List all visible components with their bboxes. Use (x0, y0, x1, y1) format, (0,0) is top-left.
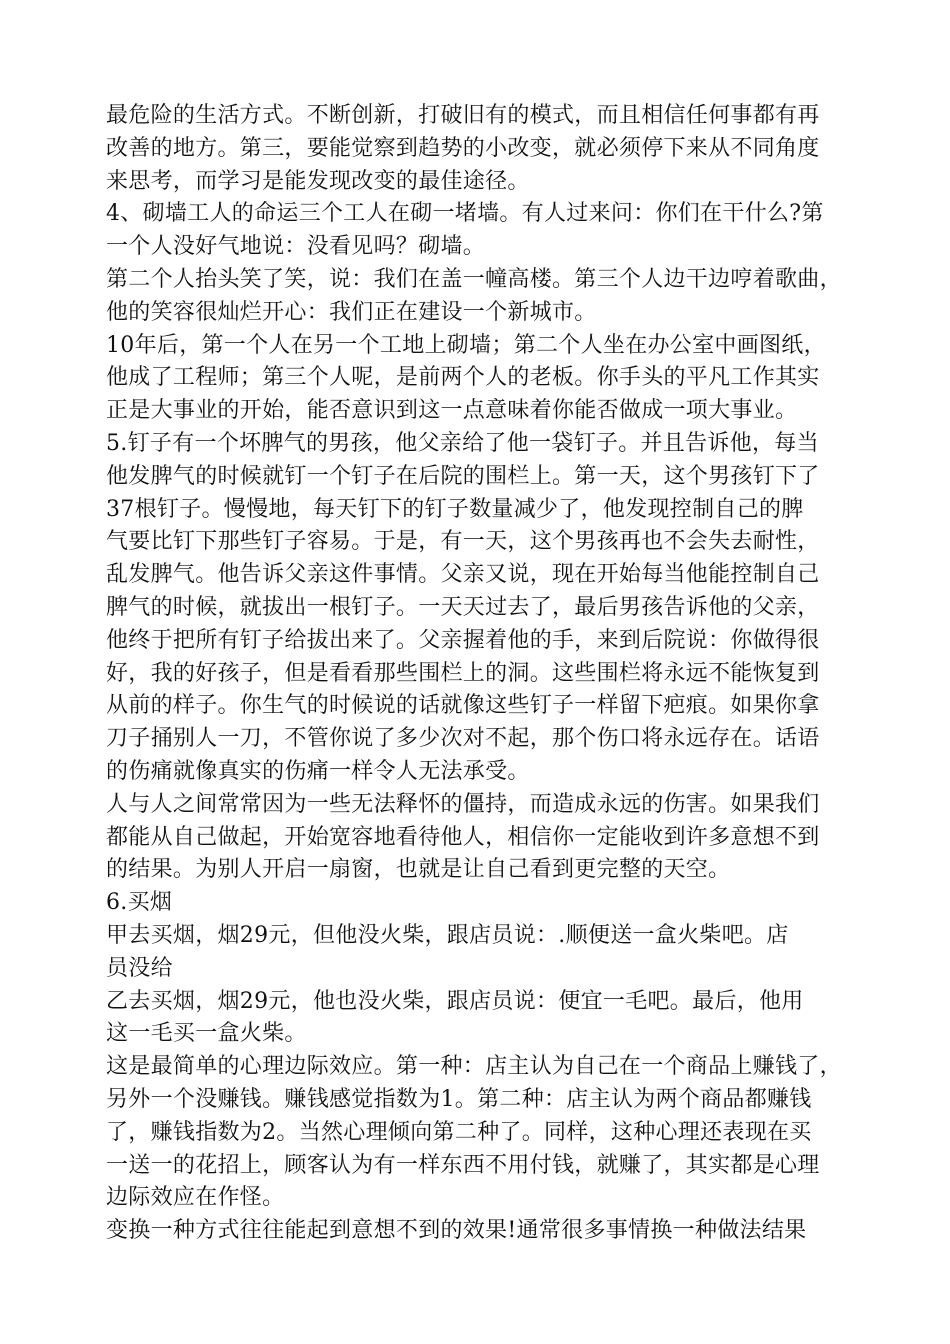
text-line: 正是大事业的开始，能否意识到这一点意味着你能否做成一项大事业。 (106, 398, 798, 424)
text-line: 他的笑容很灿烂开心：我们正在建设一个新城市。 (106, 299, 597, 325)
section-heading-line: 5.钉子有一个坏脾气的男孩，他父亲给了他一袋钉子。并且告诉他，每当 (106, 430, 819, 456)
text-line: 10年后，第一个人在另一个工地上砌墙；第二个人坐在办公室中画图纸， (106, 332, 826, 358)
text-line: 一送一的花招上，顾客认为有一样东西不用付钱，就赚了，其实都是心理 (106, 1152, 820, 1178)
text-line: 乱发脾气。他告诉父亲这件事情。父亲又说，现在开始每当他能控制自己 (106, 562, 820, 588)
text-line: 37根钉子。慢慢地，每天钉下的钉子数量减少了，他发现控制自己的脾 (106, 496, 804, 522)
text-line: 一个人没好气地说：没看见吗？砌墙。 (106, 234, 486, 260)
text-line: 他终于把所有钉子给拔出来了。父亲握着他的手，来到后院说：你做得很 (106, 627, 820, 653)
text-line: 脾气的时候，就拔出一根钉子。一天天过去了，最后男孩告诉他的父亲， (106, 594, 820, 620)
text-line: 的伤痛就像真实的伤痛一样令人无法承受。 (106, 758, 530, 784)
section-heading-line: 6.买烟 (106, 890, 173, 916)
document-body (106, 100, 866, 1248)
text-line: 边际效应在作怪。 (106, 1185, 285, 1211)
text-line: 这一毛买一盒火柴。 (106, 1021, 307, 1047)
text-line: 的结果。为别人开启一扇窗，也就是让自己看到更完整的天空。 (106, 857, 731, 883)
text-line: 乙去买烟，烟29元，他也没火柴，跟店员说：便宜一毛吧。最后，他用 (106, 988, 804, 1014)
text-line: 了，赚钱指数为2。当然心理倾向第二种了。同样，这种心理还表现在买 (106, 1119, 812, 1145)
text-line: 都能从自己做起，开始宽容地看待他人，相信你一定能收到许多意想不到 (106, 824, 820, 850)
text-line: 员没给 (106, 955, 173, 981)
text-line: 最危险的生活方式。不断创新，打破旧有的模式，而且相信任何事都有再 (106, 103, 820, 128)
text-line: 第二个人抬头笑了笑，说：我们在盖一幢高楼。第三个人边干边哼着歌曲， (106, 266, 842, 292)
text-line: 来思考，而学习是能发现改变的最佳途径。 (106, 168, 530, 194)
text-line: 他发脾气的时候就钉一个钉子在后院的围栏上。第一天，这个男孩钉下了 (106, 463, 820, 489)
text-line: 这是最简单的心理边际效应。第一种：店主认为自己在一个商品上赚钱了， (106, 1054, 842, 1080)
text-line: 人与人之间常常因为一些无法释怀的僵持，而造成永远的伤害。如果我们 (106, 791, 820, 817)
text-line: 另外一个没赚钱。赚钱感觉指数为1。第二种：店主认为两个商品都赚钱 (106, 1086, 812, 1112)
text-line: 变换一种方式往往能起到意想不到的效果!通常很多事情换一种做法结果 (106, 1218, 807, 1244)
text-line: 甲去买烟，烟29元，但他没火柴，跟店员说：.顺便送一盒火柴吧。店 (106, 922, 789, 948)
text-line: 刀子捅别人一刀，不管你说了多少次对不起，那个伤口将永远存在。话语 (106, 726, 820, 752)
text-line: 改善的地方。第三，要能觉察到趋势的小改变，就必须停下来从不同角度 (106, 135, 820, 161)
section-heading-line: 4、砌墙工人的命运三个工人在砌一堵墙。有人过来问：你们在干什么?第 (106, 201, 824, 227)
text-line: 好，我的好孩子，但是看看那些围栏上的洞。这些围栏将永远不能恢复到 (106, 660, 820, 686)
text-line: 从前的样子。你生气的时候说的话就像这些钉子一样留下疤痕。如果你拿 (106, 693, 820, 719)
text-line: 气要比钉下那些钉子容易。于是，有一天，这个男孩再也不会失去耐性， (106, 529, 820, 555)
text-line: 他成了工程师；第三个人呢，是前两个人的老板。你手头的平凡工作其实 (106, 365, 820, 391)
